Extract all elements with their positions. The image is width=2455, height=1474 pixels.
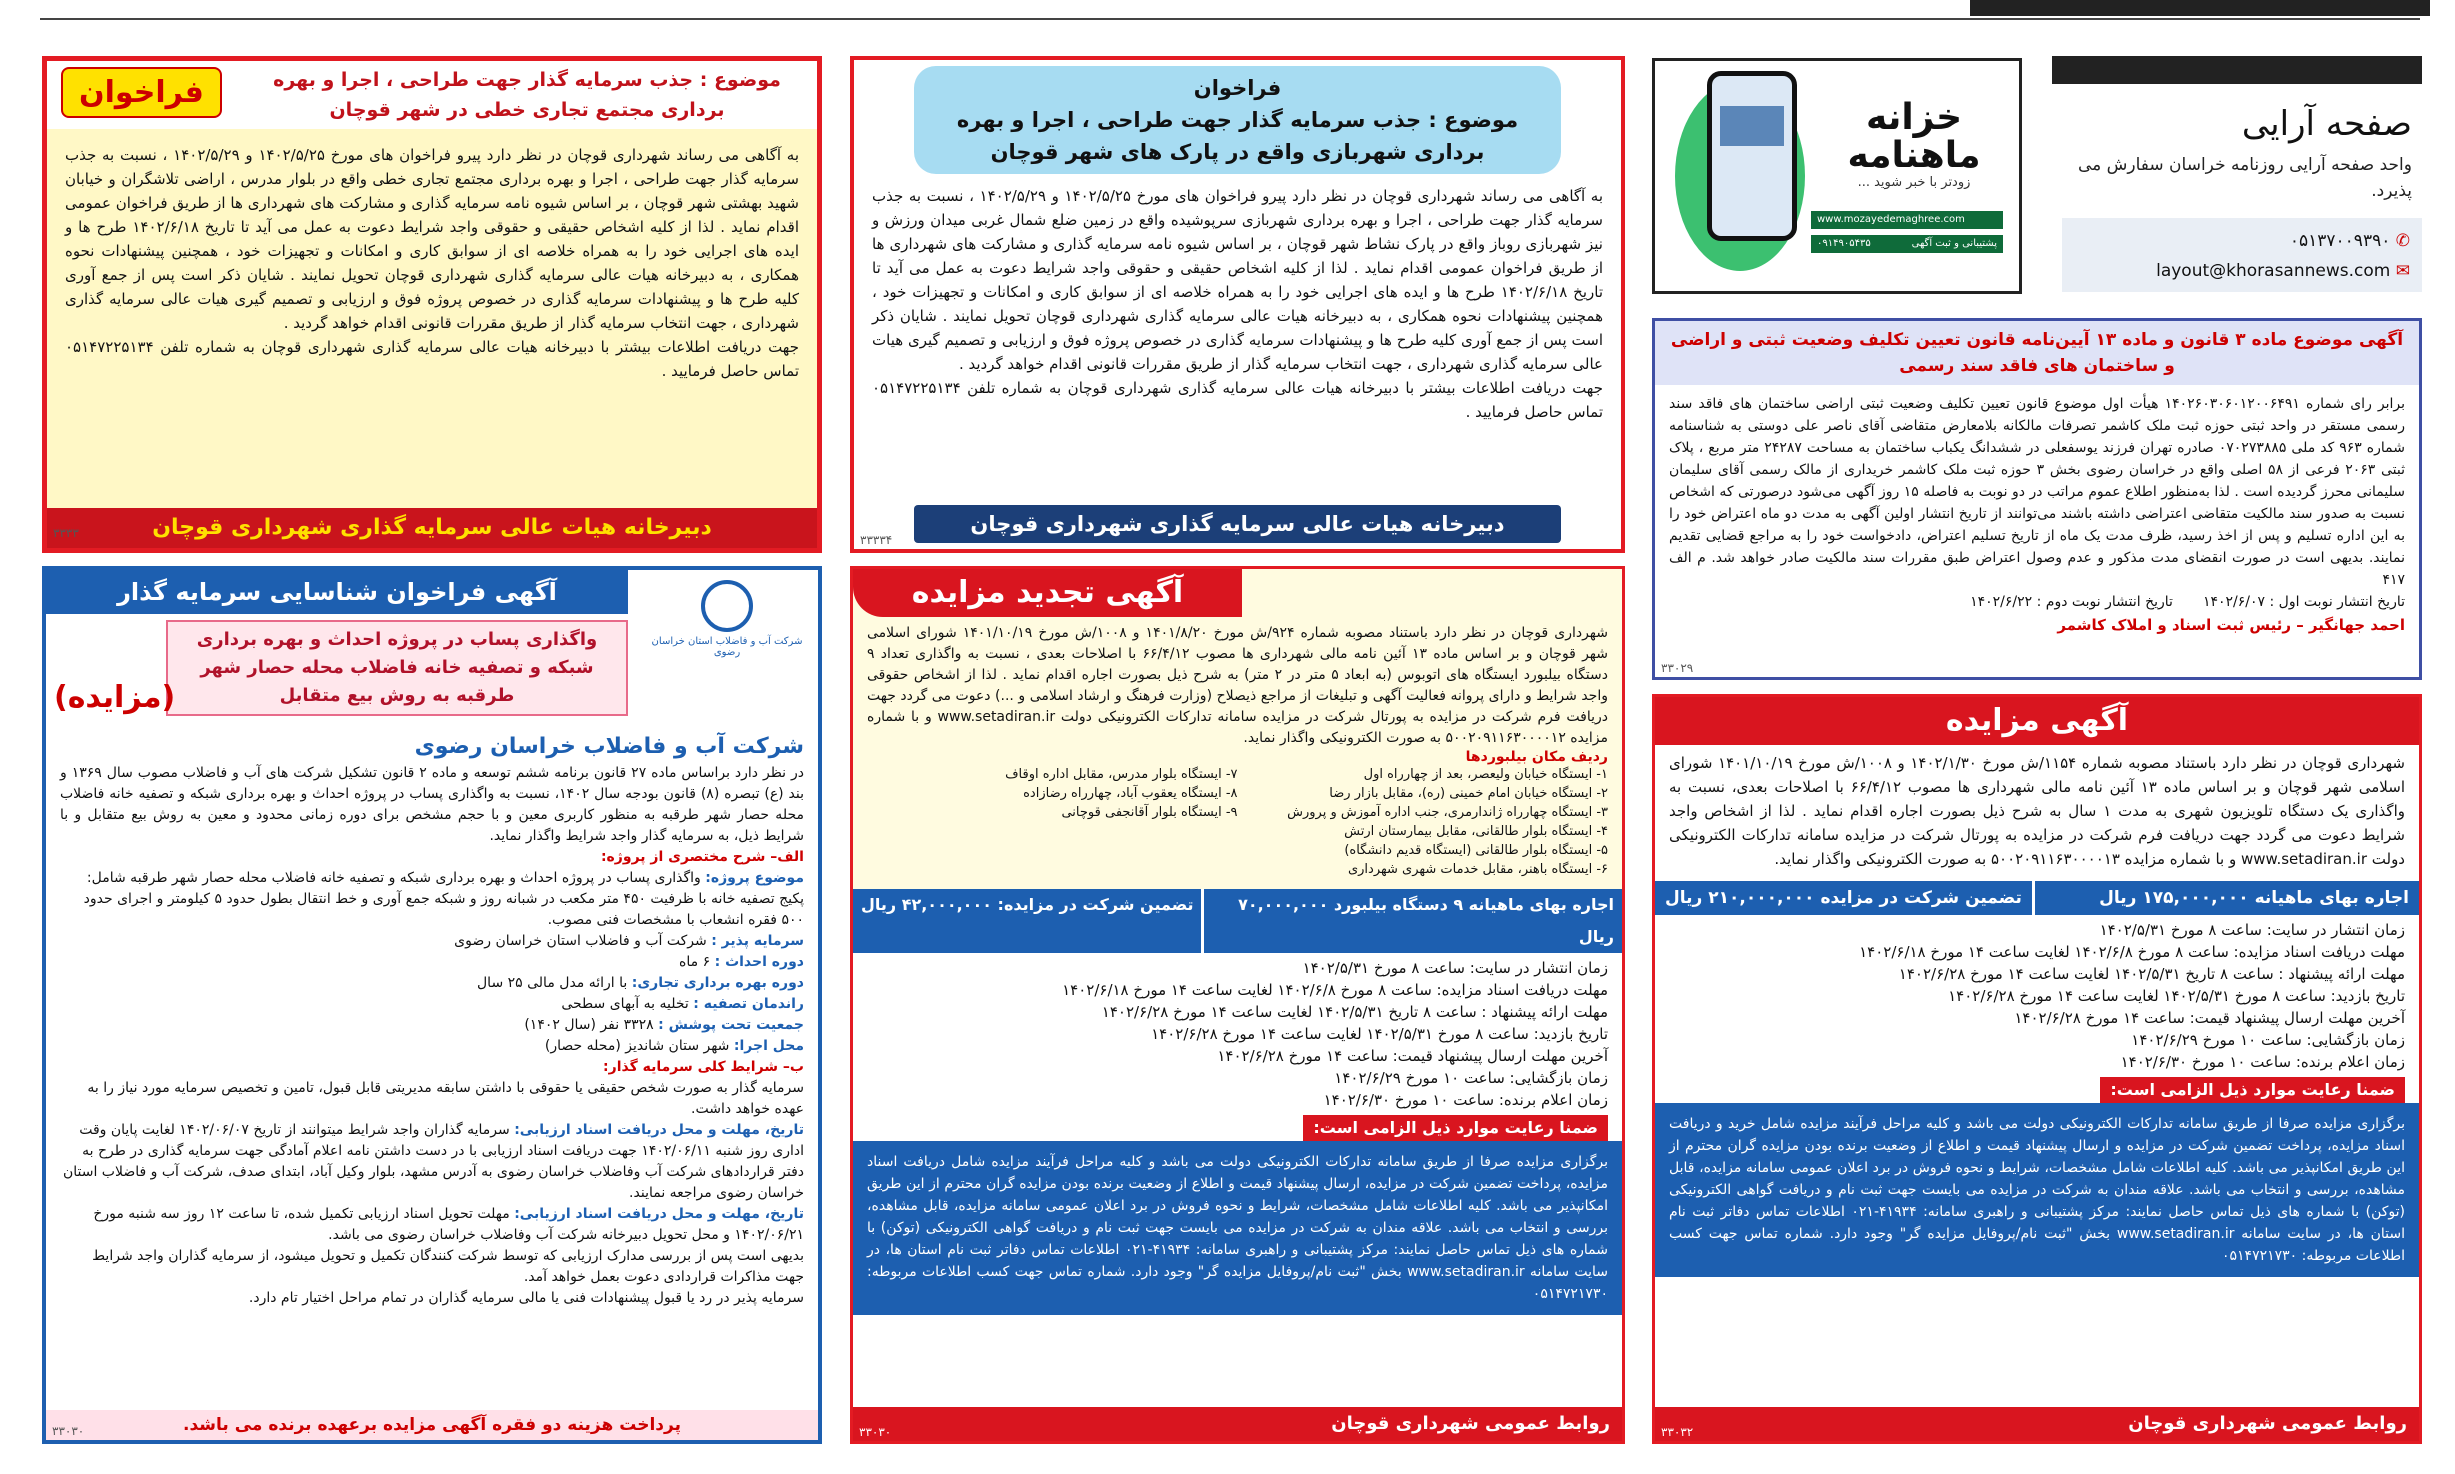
billboard-auction-renewal-ad — [850, 566, 1625, 1444]
ad-footer: پرداخت هزینه دو فقره آگهی مزایده برعهده برنده می باشد. — [46, 1410, 818, 1440]
list-item: ۲- ایستگاه خیابان امام خمینی (ره)، مقابل بازار رضا — [1329, 786, 1608, 801]
ad-code: ۳۳۰۳۰ — [859, 1425, 892, 1439]
company-name: شرکت آب و فاضلاب خراسان رضوی — [414, 734, 804, 759]
land-registry-notice — [1652, 318, 2422, 680]
item-b5: سرمایه پذیر در رد یا قبول پیشنهادات فنی یا مالی سرمایه گذاران در تمام مراحل اختیار تام دارد. — [248, 1290, 804, 1306]
item-value: ۳۳۲۸ نفر (سال ۱۴۰۲) — [524, 1017, 654, 1033]
ad-title: آگهی مزایده — [1655, 697, 2419, 745]
phone-number: ۰۵۱۳۷۰۰۹۳۹۰ — [2289, 231, 2391, 251]
ad-code: ۳۳۰۳۰ — [52, 1424, 85, 1438]
conditions-title: ضمنا رعایت موارد ذیل الزامی است: — [2100, 1077, 2405, 1103]
list-item: ۹- ایستگاه بلوار آقانجفی قوچانی — [1061, 805, 1238, 820]
publish-date-1: تاریخ انتشار نوبت اول : ۱۴۰۲/۶/۰۷ — [2202, 594, 2405, 610]
section-b-title: ب– شرایط کلی سرمایه گذار: — [603, 1059, 804, 1075]
company-logo — [642, 576, 812, 656]
ad-title: آگهی تجدید مزایده — [853, 569, 1242, 617]
schedule-row: زمان انتشار در سایت: ساعت ۸ مورخ ۱۴۰۲/۵/۳۱ — [1302, 959, 1608, 977]
promo-heading: صفحه آرایی — [2241, 104, 2412, 144]
ad-header-label: فراخوان — [1193, 76, 1282, 100]
list-item: ۵- ایستگاه بلوار طالقانی (ایستگاه قدیم دانشگاه) — [1344, 843, 1608, 858]
item-a6 — [60, 1015, 804, 1036]
ad-contact: جهت دریافت اطلاعات بیشتر با دبیرخانه هیات عالی سرمایه گذاری شهرداری قوچان به شماره تلفن ۰۵۱۴۷۲۲۵۱۳۴ تماس حاصل فرمایید . — [65, 338, 799, 380]
ad-body: شهرداری قوچان در نظر دارد باستناد مصوبه شماره ۹۲۴/ش مورخ ۱۴۰۱/۸/۲۰ و ۱۰۰۸/ش مورخ ۱۴۰۱/۱۰/۱۹ شورای اسلامی شهر قوچان و بر اساس ماده ۱۳ آئین نامه مالی شهرداری ها مصوب ۶۶/۴/۱۲ با اصلاحات بعدی ، نسبت به واگذاری تعداد ۹ دستگاه بیلبورد ایستگاه های اتوبوس (به ابعاد ۵ متر در ۲ متر) به شرح ذیل بصورت اجاره اقدام نماید . لذا از اشخاص حقوقی واجد شرایط و دارای پروانه فعالیت آگهی و تبلیغات از مراجع ذیصلاح (وزارت فرهنگ و ارشاد اسلامی و ...) دعوت می گردد جهت دریافت فرم شرکت در مزایده به پورتال شرکت در مزایده سامانه تدارکات الکترونیکی دولت www.setadiran.ir و با شماره مزایده ۵۰۰۲۰۹۱۱۶۳۰۰۰۰۱۲ به صورت الکترونیکی واگذار نماید. — [867, 625, 1609, 746]
item-value: واگذاری پساب در پروژه احداث و بهره برداری شبکه و تصفیه خانه فاضلاب محله حصار شهر طرقبه شامل: پکیج تصفیه خانه با ظرفیت ۴۵۰ متر مکعب در شبانه روز و شبکه جمع آوری و خط انتقال بطول حدود ۵ کیلومتر و اجرای حدود ۵۰۰ فقره انشعاب با مشخصات فنی مصوب. — [83, 870, 804, 928]
schedule-row: مهلت ارائه پیشنهاد : ساعت ۸ تاریخ ۱۴۰۲/۵/۳۱ لغایت ساعت ۱۴ مورخ ۱۴۰۲/۶/۲۸ — [1898, 965, 2405, 983]
item-b3 — [60, 1204, 804, 1246]
list-item: ۸- ایستگاه یعقوب آباد، چهارراه رضازاده — [1023, 786, 1238, 801]
item-label: دوره بهره برداری تجاری: — [631, 975, 804, 991]
publish-dates — [1669, 591, 2405, 613]
list-item: ۳- ایستگاه چهارراه ژاندارمری، جنب اداره آموزش و پرورش — [1287, 805, 1608, 820]
top-rule — [40, 18, 2420, 20]
item-value: سرمایه گذاران واجد شرایط میتوانند از تاریخ ۱۴۰۲/۰۶/۰۷ لغایت پایان وقت اداری روز شنبه ۱۴۰۲/۰۶/۱۱ جهت دریافت اسناد ارزیابی با در دست داشتن نامه اعلام آمادگی جهت سرمایه گذاری در طرح به دفتر قراردادهای شرکت آب وفاضلاب خراسان رضوی به آدرس مشهد، بلوار وکیل آباد، ابتدای صدف، شرکت آب و فاضلاب استان خراسان رضوی مراجعه نمایند. — [62, 1122, 804, 1201]
schedule-row: مهلت دریافت اسناد مزایده: ساعت ۸ مورخ ۱۴۰۲/۶/۸ لغایت ساعت ۱۴ مورخ ۱۴۰۲/۶/۱۸ — [1062, 981, 1608, 999]
schedule — [1655, 915, 2419, 1077]
header-photo-strip — [1970, 0, 2430, 16]
item-a5 — [60, 994, 804, 1015]
list-item: ۶- ایستگاه باهنر، مقابل خدمات شهری شهرداری — [1347, 862, 1608, 877]
item-label: تاریخ، مهلت و محل دریافت اسناد ارزیابی: — [514, 1206, 804, 1222]
item-label: سرمایه پذیر : — [711, 933, 804, 949]
ad-footer: دبیرخانه هیات عالی سرمایه گذاری شهرداری قوچان — [47, 508, 817, 548]
site-url: www.mozayedemaghree.com — [1811, 211, 2003, 229]
logo-caption: شرکت آب و فاضلاب استان خراسان رضوی — [651, 636, 803, 658]
ad-body: شهرداری قوچان در نظر دارد باستناد مصوبه شماره ۱۱۵۴/ش مورخ ۱۴۰۲/۱/۳۰ و ۱۰۰۸/ش مورخ ۱۴۰۱/۱۰/۱۹ شورای اسلامی شهر قوچان و بر اساس ماده ۱۳ آئین نامه مالی شهرداری ها مصوب ۶۶/۴/۱۲ با اصلاحات بعدی، نسبت به واگذاری یک دستگاه تلویزیون شهری به مدت ۱ سال به شرح ذیل بصورت اجاره اقدام نماید . لذا از اشخاص واجد شرایط دعوت می گردد جهت دریافت فرم شرکت در مزایده به پورتال شرکت در مزایده سامانه تدارکات الکترونیکی دولت www.setadiran.ir و با شماره مزایده ۵۰۰۲۰۹۱۱۶۳۰۰۰۰۱۳ به صورت الکترونیکی واگذار نماید. — [1669, 754, 2405, 868]
ad-title: موضوع : جذب سرمایه گذار جهت طراحی ، اجرا و بهره برداری مجتمع تجاری خطی در شهر قوچان — [47, 61, 817, 129]
schedule-row: مهلت ارائه پیشنهاد : ساعت ۸ تاریخ ۱۴۰۲/۵/۳۱ لغایت ساعت ۱۴ مورخ ۱۴۰۲/۶/۲۸ — [1101, 1003, 1608, 1021]
ad-header — [914, 66, 1561, 174]
publish-date-2: تاریخ انتشار نوبت دوم : ۱۴۰۲/۶/۲۲ — [1970, 594, 2173, 610]
item-b1: سرمایه گذار به صورت شخص حقیقی یا حقوقی با داشتن سابقه مدیریتی قابل قبول، تامین و تخصیص سرمایه مورد نیاز را به عهده خواهد داشت. — [87, 1080, 804, 1117]
farakhan-badge: فراخوان — [61, 67, 222, 118]
schedule-row: تاریخ بازدید: ساعت ۸ مورخ ۱۴۰۲/۵/۳۱ لغایت ساعت ۱۴ مورخ ۱۴۰۲/۶/۲۸ — [1151, 1025, 1608, 1043]
promo-contacts — [2062, 218, 2422, 292]
list-item: ۴- ایستگاه بلوار طالقانی، مقابل بیمارستان ارتش — [1344, 824, 1608, 839]
conditions-text: برگزاری مزایده صرفا از طریق سامانه تدارکات الکترونیکی دولت می باشد و کلیه مراحل فرآیند مزایده شامل خرید و دریافت اسناد مزایده، پرداخت تضمین شرکت در مزایده و ارسال پیشنهاد قیمت و اطلاع از وضعیت برنده بودن مزایده گران محترم از این طریق امکانپذیر می باشد. کلیه اطلاعات شامل مشخصات، شرایط و نحوه فروش در برد اعلان عمومی سامانه مزایده، قابل مشاهده، بررسی و انتخاب می باشد. علاقه مندان به شرکت در مزایده می بایست جهت ثبت نام و دریافت گواهی الکترونیکی (توکن) با شماره های ذیل تماس حاصل نمایند: مرکز پشتیبانی و راهبری سامانه: ۴۱۹۳۴-۰۲۱ اطلاعات تماس دفاتر ثبت نام استان ها، در سایت سامانه www.setadiran.ir بخش "ثبت نام/پروفایل مزایده گر" وجود دارد. شماره تماس جهت کسب اطلاعات مربوطه: ۰۵۱۴۷۲۱۷۳۰ — [1669, 1116, 2405, 1264]
ad-footer: روابط عمومی شهرداری قوچان — [853, 1407, 1622, 1441]
billboard-list — [867, 765, 1608, 879]
khazaneh-app-ad — [1652, 58, 2022, 294]
item-value: شرکت آب و فاضلاب استان خراسان رضوی — [454, 933, 707, 949]
conditions-title: ضمنا رعایت موارد ذیل الزامی است: — [1303, 1115, 1608, 1141]
ad-code: ۳۳۰۲۹ — [1661, 661, 1694, 675]
ad-code: ۳۳۰۳۲ — [1661, 1425, 1694, 1439]
layout-service-promo — [2052, 56, 2422, 292]
water-wastewater-investor-ad — [42, 566, 822, 1444]
ad-footer: روابط عمومی شهرداری قوچان — [1655, 1407, 2419, 1441]
email-address: layout@khorasannews.com — [2156, 261, 2391, 281]
item-label: تاریخ، مهلت و محل دریافت اسناد ارزیابی: — [514, 1122, 804, 1138]
ad-title: آگهی فراخوان شناسایی سرمایه گذار — [46, 570, 628, 614]
phone-row — [1811, 235, 2003, 253]
price-bar — [1655, 881, 2419, 915]
list-item: ۱- ایستگاه خیابان ولیعصر، بعد از چهارراه اول — [1363, 767, 1608, 782]
schedule-row: زمان اعلام برنده: ساعت ۱۰ مورخ ۱۴۰۲/۶/۳۰ — [2120, 1053, 2405, 1071]
conditions-text: برگزاری مزایده صرفا از طریق سامانه تدارکات الکترونیکی دولت می باشد و کلیه مراحل فرآیند مزایده شامل دریافت اسناد مزایده، پرداخت تضمین شرکت در مزایده، ارسال پیشنهاد قیمت و اطلاع از وضعیت برنده بودن مزایده گران محترم از این طریق امکانپذیر می باشد. کلیه اطلاعات شامل مشخصات، شرایط و نحوه فروش در برد اعلان عمومی سامانه مزایده، قابل مشاهده، بررسی و انتخاب می باشد. علاقه مندان به شرکت در مزایده می بایست جهت ثبت نام و دریافت گواهی الکترونیکی (توکن) با شماره های ذیل تماس حاصل نمایند: مرکز پشتیبانی و راهبری سامانه: ۴۱۹۳۴-۰۲۱ اطلاعات تماس دفاتر ثبت نام استان ها، در سایت سامانه www.setadiran.ir بخش "ثبت نام/پروفایل مزایده گر" وجود دارد. شماره تماس جهت کسب اطلاعات مربوطه: ۰۵۱۴۷۲۱۷۳۰ — [867, 1154, 1609, 1302]
brand-slogan: زودتر با خبر شوید ... — [1857, 175, 1971, 190]
schedule-row: آخرین مهلت ارسال پیشنهاد قیمت: ساعت ۱۴ مورخ ۱۴۰۲/۶/۲۸ — [1217, 1047, 1608, 1065]
schedule — [853, 953, 1622, 1115]
item-b2 — [60, 1120, 804, 1204]
promo-text: واحد صفحه آرایی روزنامه خراسان سفارش می پذیرد. — [2077, 155, 2412, 201]
ad-subtitle: واگذاری پساب در پروژه احداث و بهره برداری شبکه و تصفیه خانه فاضلاب محله حصار شهر طرقبه به روش بیع متقابل — [166, 620, 628, 716]
item-label: راندمان تصفیه : — [693, 996, 804, 1012]
ad-intro: در نظر دارد براساس ماده ۲۷ قانون برنامه ششم توسعه و ماده ۲ قانون تشکیل شرکت های آب و فاضلاب مصوب سال ۱۳۶۹ و بند (ع) تبصره (۸) قانون بودجه سال ۱۴۰۲، نسبت به واگذاری پساب در پروژه احداث و بهره برداری شبکه و تصفیه خانه فاضلاب محله حصار شهر طرقبه به منظور کاربری معین و با حجم مشخص برای دوره زمانی محدود و معین به روش بیع متقابل و با شرایط ذیل، به سرمایه گذار واجد شرایط واگذار نماید. — [60, 765, 804, 844]
item-a4 — [60, 973, 804, 994]
conditions — [1655, 1103, 2419, 1277]
item-value: تخلیه به آبهای سطحی — [561, 996, 689, 1012]
price-bar — [853, 889, 1622, 953]
item-a2 — [60, 931, 804, 952]
promo-phone-row — [2074, 226, 2410, 256]
item-a1 — [60, 868, 804, 931]
item-a3 — [60, 952, 804, 973]
ad-body: برابر رای شماره ۱۴۰۲۶۰۳۰۶۰۱۲۰۰۶۴۹۱ هیأت اول موضوع قانون تعیین تکلیف وضعیت ثبتی اراضی ساختمان های فاقد سند رسمی مستقر در واحد ثبتی حوزه ثبت ملک کاشمر تصرفات مالکانه بلامعارض متقاضی آقای ناصر علی دوستی به شناسنامه شماره ۹۶۳ کد ملی ۰۷۰۲۷۳۸۸۵ صادره تهران فرزند یوسفعلی در ششدانگ یکباب ساختمان به مساحت ۲۴۲۸۷ متر مربع ، پلاک ثبتی ۲۰۶۳ فرعی از ۵۸ اصلی واقع در خراسان رضوی بخش ۳ حوزه ثبت ملک کاشمر خریداری از مالک رسمی آقای سلیمان سلیمانی محرز گردیده است . لذا به‌منظور اطلاع عموم مراتب در دو نوبت به فاصله ۱۵ روز آگهی می‌شود درصورتی که اشخاص نسبت به صدور سند مالکیت متقاضی اعتراضی داشته باشند می‌توانند از تاریخ انتشار اولین آگهی به مدت دو ماه اعتراض خود را به این اداره تسلیم و پس از اخذ رسید، ظرف مدت یک ماه از تاریخ تسلیم اعتراض، دادخواست خود را به مراجع قضایی تقدیم نمایند. بدیهی است در صورت انقضای مدت مذکور و عدم وصول اعتراض طبق مقررات سند مالکیت صادر خواهد شد. م الف ۴۱۷ — [1669, 396, 2405, 588]
schedule-row: زمان انتشار در سایت: ساعت ۸ مورخ ۱۴۰۲/۵/۳۱ — [2099, 921, 2405, 939]
schedule-row: آخرین مهلت ارسال پیشنهاد قیمت: ساعت ۱۴ مورخ ۱۴۰۲/۶/۲۸ — [2014, 1009, 2405, 1027]
water-drop-icon — [701, 580, 753, 632]
item-label: دوره احداث : — [714, 954, 804, 970]
ad-footer: دبیرخانه هیات عالی سرمایه گذاری شهرداری قوچان — [914, 505, 1561, 543]
investor-call-ad-commercial-complex — [42, 56, 822, 553]
section-a-title: الف– شرح مختصری از پروژه: — [600, 849, 804, 865]
guarantee: تضمین شرکت در مزایده ۲۱۰,۰۰۰,۰۰۰ ریال — [1655, 881, 2035, 915]
ad-code: ۳۳۳۳۴ — [860, 533, 893, 547]
schedule-row: زمان بازگشایی: ساعت ۱۰ مورخ ۱۴۰۲/۶/۲۹ — [2131, 1031, 2405, 1049]
schedule-row: تاریخ بازدید: ساعت ۸ مورخ ۱۴۰۲/۵/۳۱ لغایت ساعت ۱۴ مورخ ۱۴۰۲/۶/۲۸ — [1948, 987, 2405, 1005]
promo-email-row — [2074, 256, 2410, 286]
mail-icon: ✉ — [2395, 261, 2410, 281]
ad-body: به آگاهی می رساند شهرداری قوچان در نظر دارد پیرو فراخوان های مورخ ۱۴۰۲/۵/۲۵ و ۱۴۰۲/۵/۲۹ ، نسبت به جذب سرمایه گذار جهت طراحی ، اجرا و بهره برداری شهربازی سرپوشیده واقع در زمین ضلع شمال غربی میدان ورزش و نیز شهربازی روباز واقع در پارک نشاط شهر قوچان ، بر اساس شیوه نامه سرمایه گذاری و مشارکت های شهرداری ها از طریق فراخوان عمومی اقدام نماید . لذا از کلیه اشخاص حقیقی و حقوقی واجد شرایط دعوت به عمل می آید تا تاریخ ۱۴۰۲/۶/۱۸ طرح ها و ایده های اجرایی خود را به همراه خلاصه ای از سوابق کاری و امکانات و تجهیزات خود ، همچنین پیشنهادات نحوه همکاری ، به دبیرخانه هیات عالی سرمایه گذاری شهرداری قوچان تحویل نمایند . شایان ذکر است پس از جمع آوری کلیه طرح ها و پیشنهادات سرمایه گذاری در خصوص پروژه فوق و ارزیابی و تصمیم گیری هیات عالی سرمایه گذاری شهرداری ، جهت انتخاب سرمایه گذار از طریق مقررات قانونی اقدام خواهد گردید . — [872, 187, 1604, 373]
monthly-rent: اجاره بهای ماهیانه ۱۷۵,۰۰۰,۰۰۰ ریال — [2099, 888, 2409, 908]
list-item: ۷- ایستگاه بلوار مدرس، مقابل اداره اوقاف — [1005, 767, 1238, 782]
schedule-row: زمان بازگشایی: ساعت ۱۰ مورخ ۱۴۰۲/۶/۲۹ — [1334, 1069, 1608, 1087]
mozayede-label: (مزایده) — [54, 680, 176, 715]
ad-title: آگهی موضوع ماده ۳ قانون و ماده ۱۳ آیین‌نامه قانون تعیین تکلیف وضعیت ثبتی و اراضی و ساختمان های فاقد سند رسمی — [1655, 321, 2419, 385]
monthly-rent: اجاره بهای ماهیانه ۹ دستگاه بیلبورد ۷۰,۰۰۰,۰۰۰ ریال — [1204, 889, 1622, 953]
item-value: شهر ستان شاندیز (محله حصار) — [544, 1038, 730, 1054]
brand-logo: خزانه ماهنامه — [1847, 97, 1981, 176]
phone-number: ۰۹۱۴۹۰۵۴۳۵ — [1817, 238, 1871, 249]
promo-bar — [2052, 56, 2422, 84]
item-value: با ارائه مدل مالی ۲۵ سال — [477, 975, 628, 991]
ad-header-title: موضوع : جذب سرمایه گذار جهت طراحی ، اجرا و بهره برداری شهربازی واقع در پارک های شهر قوچان — [956, 108, 1519, 164]
ad-code: ۳۳۳۳ — [53, 526, 79, 540]
item-label: جمعیت تحت پوشش : — [658, 1017, 804, 1033]
item-label: موضوع پروژه: — [705, 870, 804, 886]
item-b4: بدیهی است پس از بررسی مدارک ارزیابی که توسط شرکت کنندگان تکمیل و تحویل میشود، از سرمایه گذاران واجد شرایط جهت مذاکرات قراردادی دعوت بعمل خواهد آمد. — [92, 1248, 804, 1285]
ad-body: به آگاهی می رساند شهرداری قوچان در نظر دارد پیرو فراخوان های مورخ ۱۴۰۲/۵/۲۵ و ۱۴۰۲/۵/۲۹ ، نسبت به جذب سرمایه گذار جهت طراحی ، اجرا و بهره برداری مجتمع تجاری خطی واقع در بلوار مدرس ، اراضی تلاشگران و خیابان شهید بهشتی شهر قوچان ، بر اساس شیوه نامه سرمایه گذاری و مشارکت های شهرداری ها از طریق فراخوان عمومی اقدام نماید . لذا از کلیه اشخاص حقیقی و حقوقی واجد شرایط دعوت به عمل می آید تا تاریخ ۱۴۰۲/۶/۱۸ طرح ها و ایده های اجرایی خود را به همراه خلاصه ای از سوابق کاری و امکانات و تجهیزات خود ، همچنین پیشنهادات نحوه همکاری ، به دبیرخانه هیات عالی سرمایه گذاری شهرداری قوچان تحویل نمایند . شایان ذکر است پس از جمع آوری کلیه طرح ها و پیشنهادات سرمایه گذاری در خصوص پروژه فوق و ارزیابی و تصمیم گیری هیات عالی سرمایه گذاری شهرداری ، جهت انتخاب سرمایه گذار از طریق مقررات قانونی اقدام خواهد گردید . — [65, 146, 800, 332]
phone-label: پشتیبانی و ثبت آگهی — [1911, 238, 1997, 249]
item-value: مهلت تحویل اسناد ارزیابی تکمیل شده، تا ساعت ۱۲ روز سه شنبه مورخ ۱۴۰۲/۰۶/۲۱ و محل تحویل دبیرخانه شرکت آب وفاضلاب خراسان رضوی می باشد. — [93, 1206, 804, 1243]
ad-contact: جهت دریافت اطلاعات بیشتر با دبیرخانه هیات عالی سرمایه گذاری شهرداری قوچان به شماره تلفن ۰۵۱۴۷۲۲۵۱۳۴ تماس حاصل فرمایید . — [872, 379, 1603, 421]
item-a7 — [60, 1036, 804, 1057]
signature: احمد جهانگیر – رئیس ثبت اسناد و املاک کاشمر — [2057, 616, 2405, 634]
schedule-row: مهلت دریافت اسناد مزایده: ساعت ۸ مورخ ۱۴۰۲/۶/۸ لغایت ساعت ۱۴ مورخ ۱۴۰۲/۶/۱۸ — [1859, 943, 2405, 961]
phone-icon: ✆ — [2395, 231, 2410, 251]
list-title: ردیف مکان بیلبوردها — [1465, 749, 1608, 765]
item-value: ۶ ماه — [679, 954, 711, 970]
phone-icon — [1707, 71, 1797, 241]
tv-auction-ad — [1652, 694, 2422, 1444]
conditions — [853, 1141, 1622, 1315]
item-label: محل اجرا: — [733, 1038, 804, 1054]
schedule-row: زمان اعلام برنده: ساعت ۱۰ مورخ ۱۴۰۲/۶/۳۰ — [1323, 1091, 1608, 1109]
guarantee: تضمین شرکت در مزایده: ۴۲,۰۰۰,۰۰۰ ریال — [853, 889, 1204, 953]
investor-call-ad-amusement-park — [850, 56, 1625, 553]
